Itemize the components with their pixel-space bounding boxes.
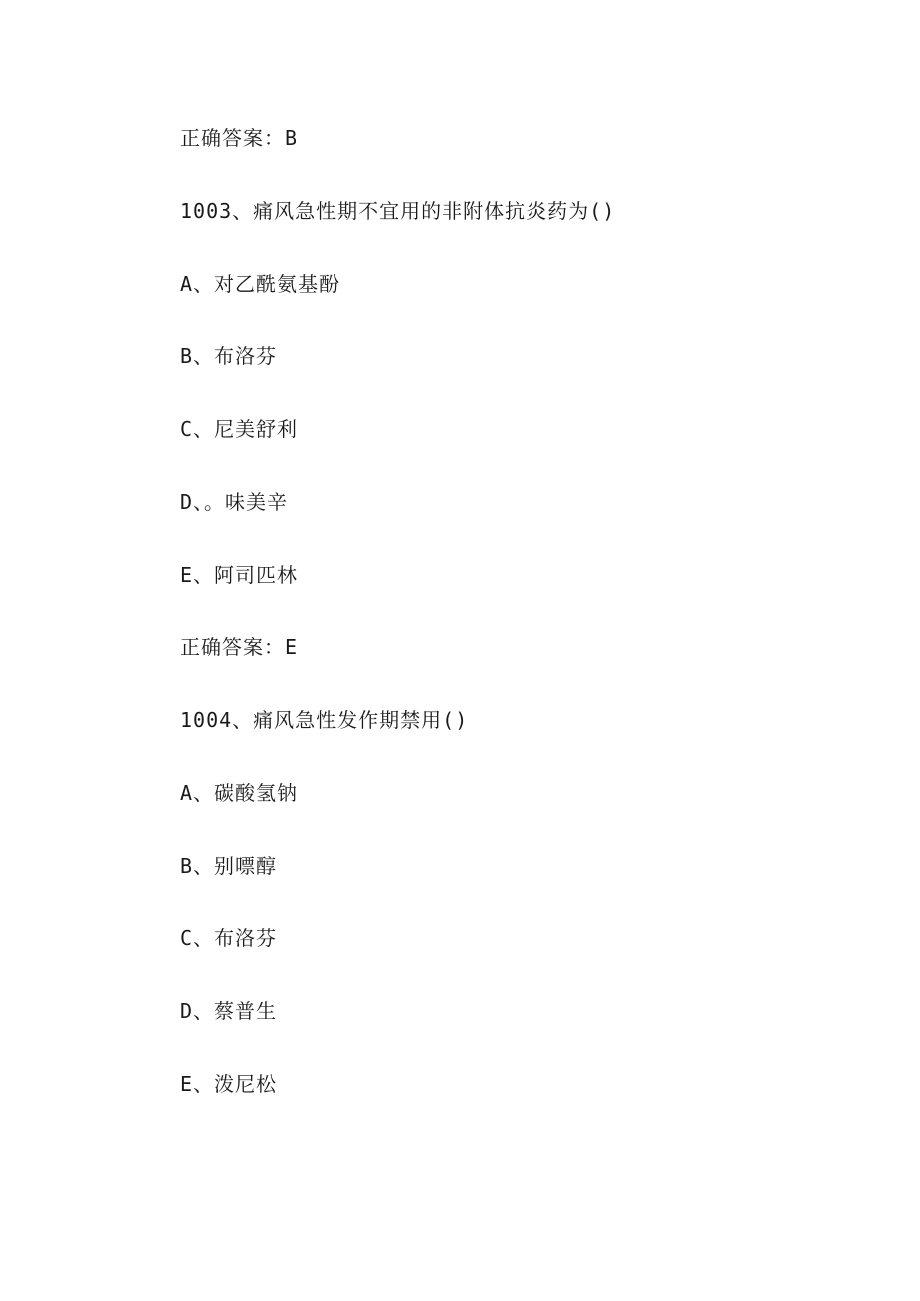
option-1003-a: A、对乙酰氨基酚 (180, 272, 341, 296)
option-1003-c: C、尼美舒利 (180, 417, 299, 441)
option-1004-e: E、泼尼松 (180, 1072, 278, 1096)
option-1003-e: E、阿司匹林 (180, 563, 299, 587)
answer-line-1002: 正确答案：B (180, 126, 299, 150)
question-1003: 1003、痛风急性期不宜用的非附体抗炎药为() (180, 199, 616, 223)
option-1004-d: D、蔡普生 (180, 999, 278, 1023)
option-1003-d: D、。味美辛 (180, 490, 289, 514)
option-1004-a: A、碳酸氢钠 (180, 781, 299, 805)
question-1004: 1004、痛风急性发作期禁用() (180, 708, 469, 732)
option-1003-b: B、布洛芬 (180, 344, 278, 368)
option-1004-c: C、布洛芬 (180, 926, 278, 950)
option-1004-b: B、别嘌醇 (180, 854, 278, 878)
answer-line-1003: 正确答案：E (180, 635, 299, 659)
